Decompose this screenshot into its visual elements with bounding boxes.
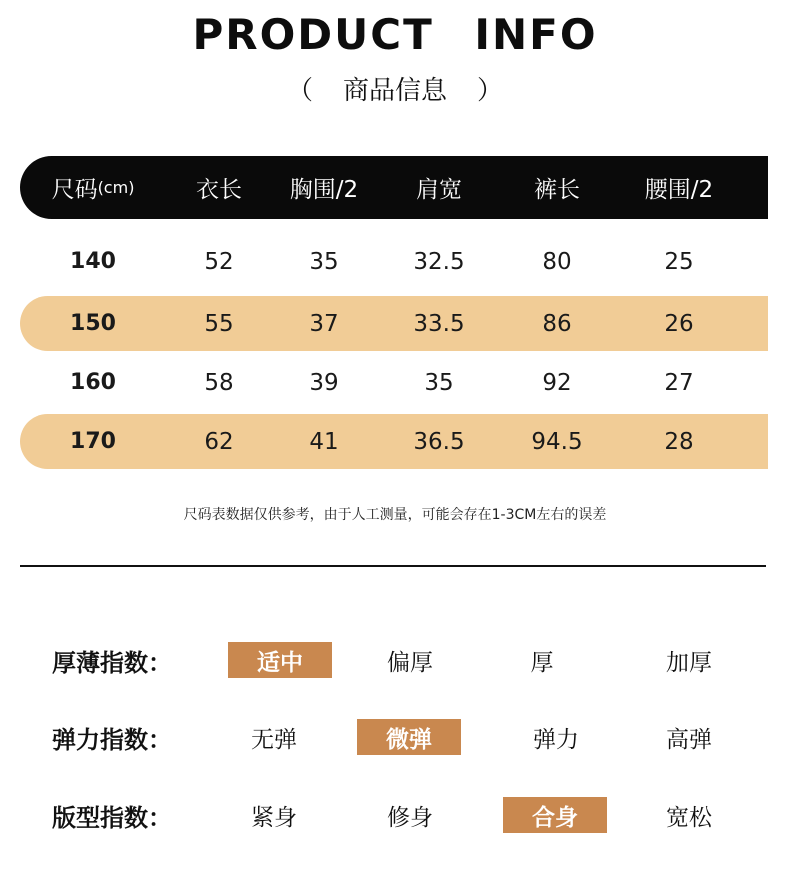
table-cell: 36.5 bbox=[413, 428, 465, 455]
subtitle-close-paren: ） bbox=[477, 76, 504, 106]
page-subtitle bbox=[0, 70, 790, 107]
thickness-option-medium: 适中 bbox=[228, 642, 332, 678]
table-cell: 58 bbox=[204, 369, 234, 396]
column-header-length: 衣长 bbox=[196, 177, 242, 203]
table-cell: 37 bbox=[309, 310, 339, 337]
table-cell: 25 bbox=[664, 248, 694, 275]
table-cell-size: 170 bbox=[70, 429, 116, 454]
table-cell: 92 bbox=[542, 369, 572, 396]
table-row bbox=[20, 414, 768, 469]
column-header-waist: 腰围/2 bbox=[644, 177, 714, 203]
table-row bbox=[20, 234, 768, 289]
column-header-shoulder: 肩宽 bbox=[416, 177, 462, 203]
elasticity-index-label: 弹力指数： bbox=[52, 726, 172, 754]
table-cell: 27 bbox=[664, 369, 694, 396]
table-cell-size: 160 bbox=[70, 370, 116, 395]
thickness-index-label: 厚薄指数： bbox=[52, 649, 172, 677]
subtitle-text: 商品信息 bbox=[342, 76, 447, 106]
table-cell: 41 bbox=[309, 428, 339, 455]
table-cell: 39 bbox=[309, 369, 339, 396]
table-row bbox=[20, 355, 768, 410]
elasticity-option-slight: 微弹 bbox=[357, 719, 461, 755]
table-cell: 86 bbox=[542, 310, 572, 337]
column-header-pants-length: 裤长 bbox=[534, 177, 580, 203]
elasticity-option-elastic: 弹力 bbox=[533, 726, 579, 753]
table-cell: 62 bbox=[204, 428, 234, 455]
fit-option-regular: 合身 bbox=[503, 797, 607, 833]
thickness-option-slightly-thick: 偏厚 bbox=[387, 649, 433, 676]
table-cell: 33.5 bbox=[413, 310, 465, 337]
table-cell-size: 140 bbox=[70, 249, 116, 274]
fit-option-loose: 宽松 bbox=[666, 804, 712, 831]
page-title: PRODUCT INFO bbox=[192, 10, 598, 59]
fit-option-tight: 紧身 bbox=[251, 804, 297, 831]
measurement-note: 尺码表数据仅供参考，由于人工测量，可能会存在1-3CM左右的误差 bbox=[183, 507, 607, 523]
table-cell-size: 150 bbox=[70, 311, 116, 336]
thickness-option-extra-thick: 加厚 bbox=[666, 649, 712, 676]
table-cell: 26 bbox=[664, 310, 694, 337]
size-table-header bbox=[20, 156, 768, 219]
table-cell: 28 bbox=[664, 428, 694, 455]
subtitle-open-paren: （ bbox=[286, 76, 313, 106]
column-header-size-unit: (cm) bbox=[97, 178, 135, 197]
elasticity-option-none: 无弹 bbox=[251, 726, 297, 753]
fit-option-slim: 修身 bbox=[387, 804, 433, 831]
table-cell: 55 bbox=[204, 310, 234, 337]
table-cell: 94.5 bbox=[531, 428, 583, 455]
thickness-option-thick: 厚 bbox=[530, 649, 554, 676]
fit-index-label: 版型指数： bbox=[52, 804, 172, 832]
table-cell: 52 bbox=[204, 248, 234, 275]
table-cell: 35 bbox=[424, 369, 454, 396]
section-divider bbox=[20, 565, 766, 567]
column-header-size bbox=[34, 156, 152, 219]
table-cell: 32.5 bbox=[413, 248, 465, 275]
column-header-chest: 胸围/2 bbox=[289, 177, 359, 203]
table-cell: 35 bbox=[309, 248, 339, 275]
table-cell: 80 bbox=[542, 248, 572, 275]
elasticity-option-high: 高弹 bbox=[666, 726, 712, 753]
column-header-size-label: 尺码 bbox=[51, 177, 98, 203]
table-row bbox=[20, 296, 768, 351]
